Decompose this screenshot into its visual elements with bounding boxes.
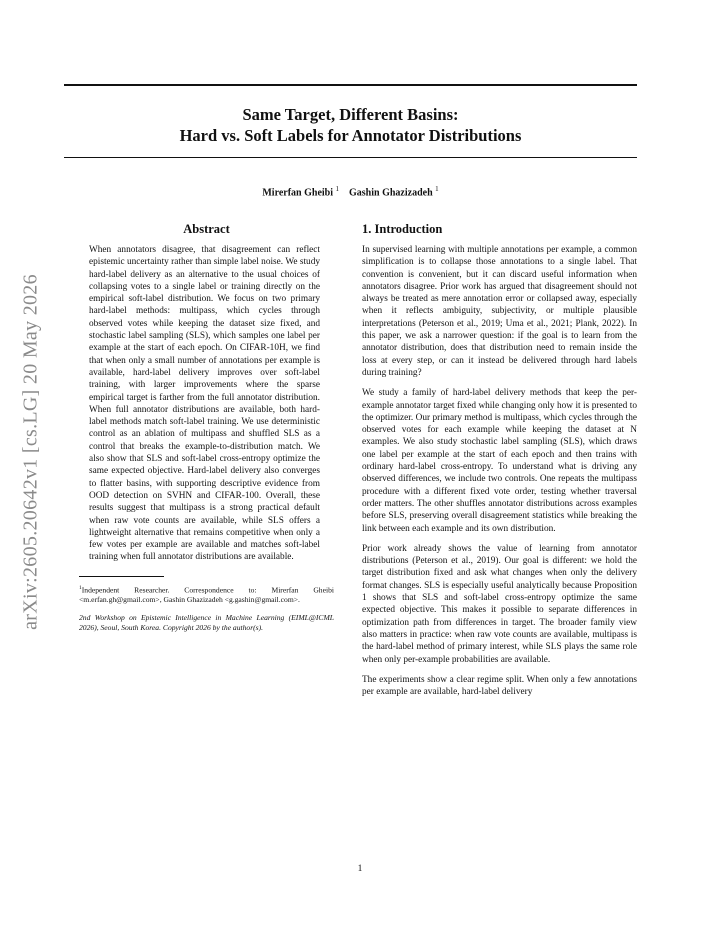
author-name: Mirerfan Gheibi: [262, 187, 333, 199]
footnote-mark: 1: [79, 584, 82, 591]
intro-paragraph: Prior work already shows the value of learning from annotator distributions (Peterson et al., 2019). Our goal is different: we hold the target distribution fixed and ask what changes when only the delivery format changes. SLS is especially useful analytically because Proposition 1 shows that SLS and soft-label cross-entropy optimize the same expected objective. This makes it possible to separate differences in optimization path from differences in target. The broader family view also matters in practice: when raw vote counts are available, multipass is the hard-label method of primary interest, while SLS plays the same role when only per-example probabilities are available.: [362, 543, 637, 665]
left-column: [79, 222, 334, 641]
paper-title-line-2: Hard vs. Soft Labels for Annotator Distributions: [179, 126, 522, 145]
abstract-text: When annotators disagree, that disagreement can reflect epistemic uncertainty rather than simple label noise. We study hard-label delivery as an alternative to the usual choices of collapsing votes to a single label or training directly on the empirical soft-label distribution. We focus on two primary hard-label methods: multipass, which cycles through observed votes while keeping the dataset size fixed, and stochastic label sampling (SLS), which samples one label per example at the start of each epoch. On CIFAR-10H, we find that when only a small number of annotations per example is available, hard-label delivery improves over soft-label training, with larger improvements where the sparse empirical target is farther from the full annotator distribution. When full annotator distributions are available, both hard-label methods match soft-label training. We use deterministic control as an ablation of multipass and shuffled SLS as a control that breaks the example-to-distribution match. We also show that SLS and soft-label cross-entropy optimize the same expected objective. Hard-label delivery also converges to flatter basins, with supporting descriptive evidence from OOD detection on SVHN and CIFAR-100. Overall, these results suggest that multipass is a strong practical default when raw vote counts are available, while SLS offers a lightweight alternative that remains competitive when only a few votes per example are available and matches soft-label training when full annotator distributions are available.: [89, 245, 320, 563]
arxiv-identifier: arXiv:2605.20642v1 [cs.LG] 20 May 2026: [19, 274, 42, 630]
workshop-notice: 2nd Workshop on Epistemic Intelligence in Machine Learning (EIML@ICML 2026), Seoul, South Korea. Copyright 2026 by the author(s).: [79, 613, 334, 633]
author-affiliation-mark: 1: [435, 185, 439, 193]
footnote-rule: [79, 576, 164, 577]
intro-paragraph: We study a family of hard-label delivery methods that keep the per-example annotator target fixed while changing only how it is presented to the optimizer. Our primary method is multipass, which cycles through the observed votes for each example while keeping the dataset at N examples. We also study stochastic label sampling (SLS), which draws one label per example at the start of each epoch and then trains with ordinary hard-label cross-entropy. To understand what is driving any observed differences, we include two controls. One repeats the multipass procedure with a different fixed vote order, testing whether traversal order matters. The other shuffles annotator distributions across examples before SLS, preserving overall disagreement statistics while breaking the link between each example and its own distribution.: [362, 388, 637, 534]
title-rule-top: [64, 84, 637, 86]
author-line: [64, 185, 637, 198]
title-rule-bottom: [64, 157, 637, 158]
footnote-text: Independent Researcher. Correspondence to: Mirerfan Gheibi <m.erfan.gh@gmail.com>, Gashin Ghazizadeh <g.gashin@gmail.com>.: [79, 585, 334, 605]
introduction-heading: 1. Introduction: [362, 222, 443, 236]
affiliation-footnote: [79, 583, 334, 606]
page-number: 1: [357, 864, 363, 874]
author-affiliation-mark: 1: [335, 185, 339, 193]
abstract-heading: Abstract: [183, 222, 230, 236]
paper-title-line-1: Same Target, Different Basins:: [242, 105, 459, 124]
right-column: [362, 222, 637, 706]
intro-paragraph: In supervised learning with multiple annotations per example, a common simplification is to collapse those annotations to a single label. That convention is convenient, but it can discard useful information when annotators disagree. Prior work has argued that disagreement should not always be treated as mere annotation error or collapsed away, especially when it reflects ambiguity, subjectivity, or multiple plausible interpretations (Peterson et al., 2019; Uma et al., 2021; Plank, 2022). In this paper, we ask a narrower question: if the goal is to learn from the annotator distribution, does that distribution need to remain inside the loss at every step, or can it instead be delivered through hard labels during training?: [362, 245, 637, 378]
intro-paragraph: The experiments show a clear regime split. When only a few annotations per example are available, hard-label delivery: [362, 674, 637, 698]
author-name: Gashin Ghazizadeh: [349, 187, 433, 199]
